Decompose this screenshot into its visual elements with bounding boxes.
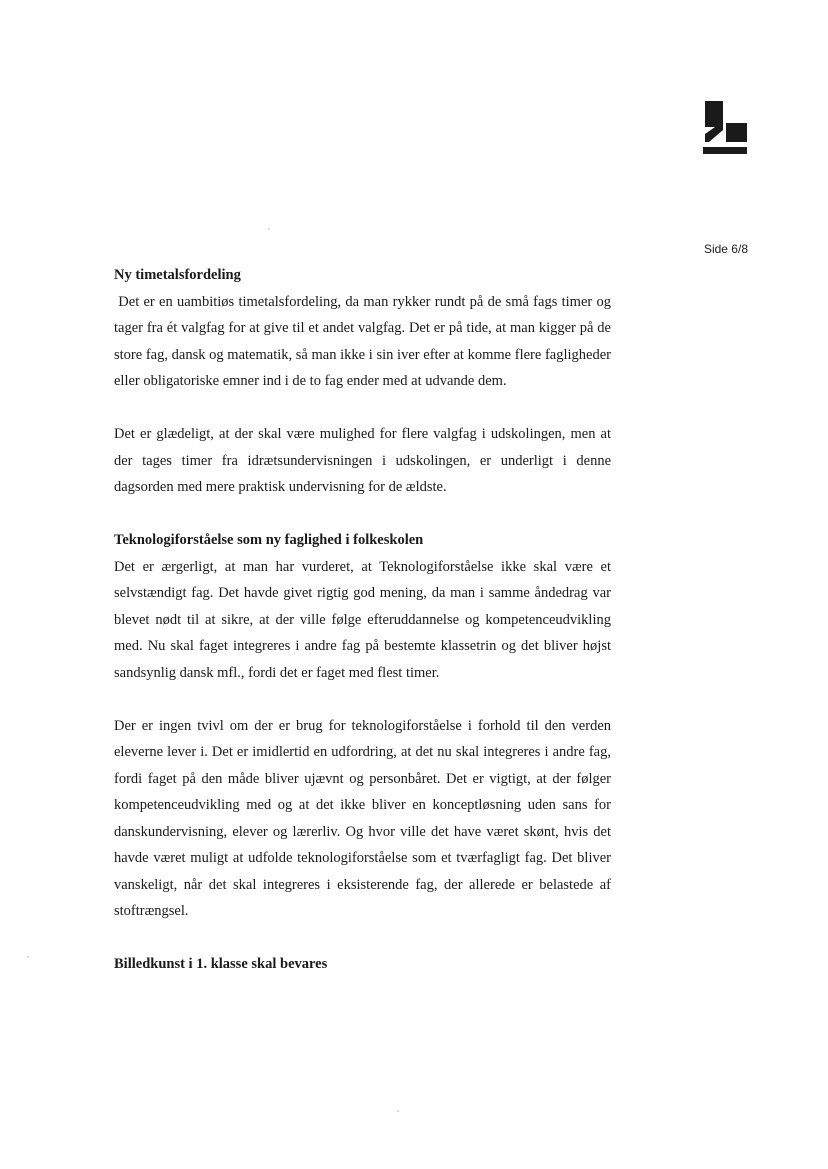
- paragraph: Det er ærgerligt, at man har vurderet, at Teknologiforståelse ikke skal være et selvstændigt fag. Det havde givet rigtig god mening, da man i samme åndedrag var blevet nødt til at sikre, at der ville følge efteruddannelse og kompetenceudvikling med. Nu skal faget integreres i andre fag på bestemte klassetrin og det bliver højst sandsynlig dansk mfl., fordi det er faget med flest timer.: [114, 558, 611, 681]
- scan-speck: [27, 956, 29, 958]
- company-logo-icon: [703, 101, 747, 154]
- paragraph: Det er en uambitiøs timetalsfordeling, da man rykker rundt på de små fags timer og tager fra ét valgfag for at give til et andet valgfag. Det er på tide, at man kigger på de store fag, dansk og matematik, så man ikke i sin iver efter at komme flere fagligheder eller obligatoriske emner ind i de to fag ender med at udvande dem.: [114, 293, 615, 389]
- paragraph: Der er ingen tvivl om der er brug for teknologiforståelse i forhold til den verden eleverne lever i. Det er imidlertid en udfordring, at det nu skal integreres i andre fag, fordi faget på den måde bliver ujævnt og personbåret. Det er vigtigt, at der følger kompetenceudvikling med og at det ikke bliver en konceptløsning uden sans for danskundervisning, elever og lærerliv. Og hvor ville det have været skønt, hvis det havde været muligt at udfolde teknologiforståelse som et tværfagligt fag. Det bliver vanskeligt, når det skal integreres i eksisterende fag, der allerede er belastede af stoftrængsel.: [114, 717, 611, 919]
- section-heading-timetalsfordeling: Ny timetalsfordeling: [114, 267, 241, 283]
- document-body: [114, 262, 615, 978]
- page-number: Side 6/8: [703, 242, 748, 256]
- scan-speck: [397, 1110, 399, 1112]
- section-heading-billedkunst: Billedkunst i 1. klasse skal bevares: [114, 956, 328, 972]
- section-heading-teknologiforstaaelse: Teknologiforståelse som ny faglighed i folkeskolen: [114, 532, 424, 548]
- scan-speck: [268, 228, 270, 230]
- paragraph: Det er glædeligt, at der skal være mulighed for flere valgfag i udskolingen, men at der tages timer fra idrætsundervisningen i udskolingen, er underligt i denne dagsorden med mere praktisk undervisning for de ældste.: [114, 426, 611, 495]
